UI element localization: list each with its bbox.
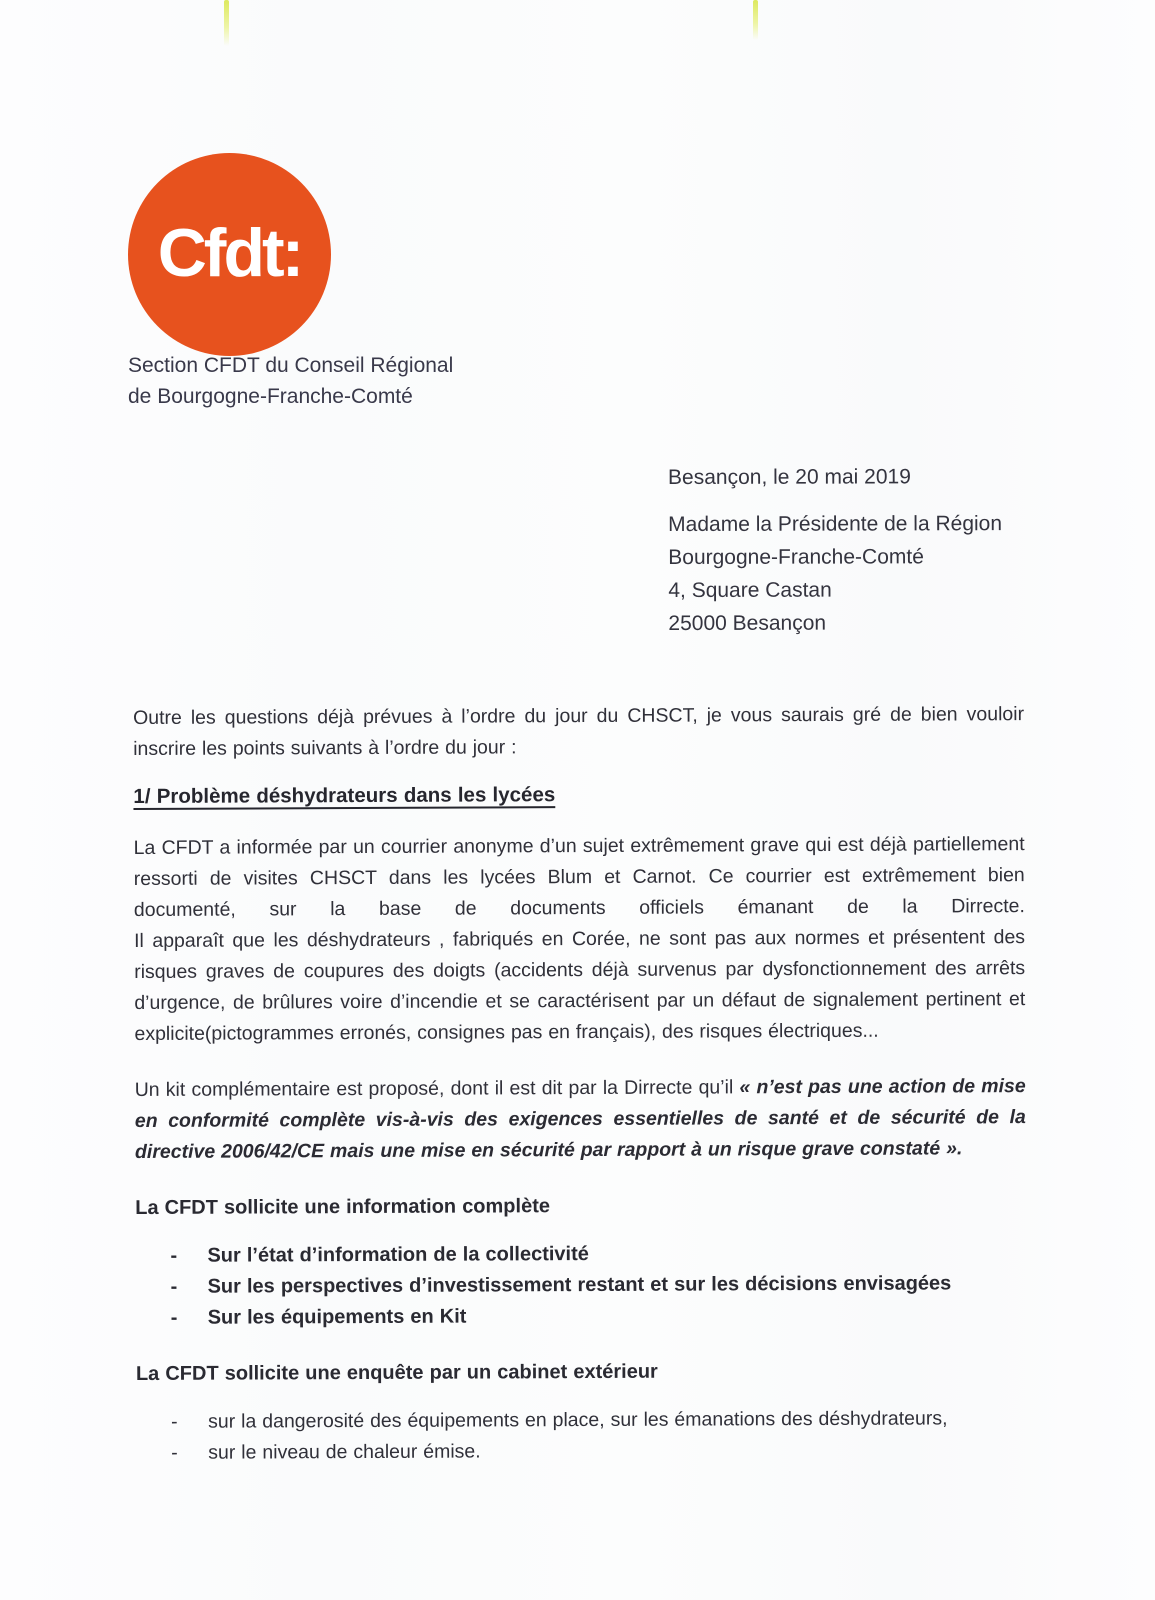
paragraph-2-lead: Un kit complémentaire est proposé, dont il est dit par la Dirrecte qu’il — [134, 1076, 740, 1101]
list-item-text: Sur les équipements en Kit — [207, 1305, 467, 1329]
paragraph-2-kit — [135, 1071, 1026, 1168]
org-line-2: de Bourgogne-Franche-Comté — [128, 385, 413, 408]
request-2-list — [136, 1403, 1027, 1469]
paragraph-1-segment-1: La CFDT a informée par un courrier anonyme d’un sujet extrêmement grave qui est déjà partiellement ressorti de visites CHSCT dans les lycées Blum et Carnot. Ce courrier est extrêmement bien documenté, sur la base de documents officiels émanant de la Dirrecte. — [133, 833, 1025, 921]
list-item — [136, 1403, 1027, 1438]
recipient-address — [668, 507, 1002, 640]
letter-date: Besançon, le 20 mai 2019 — [668, 465, 911, 489]
highlighter-mark-artifact — [224, 0, 229, 46]
list-item-text: sur la dangerosité des équipements en place, sur les émanations des déshydrateurs, — [208, 1407, 948, 1433]
cfdt-logo — [128, 153, 331, 356]
list-item-text: Sur les perspectives d’investissement restant et sur les décisions envisagées — [207, 1272, 952, 1298]
paragraph-1-segment-2: Il apparaît que les déshydrateurs , fabriqués en Corée, ne sont pas aux normes et présentent des risques graves de coupures des doigts (accidents déjà survenus par dysfonctionnement des arrêts d’urgence, de brûlures voire d’incendie et se caractérisent par un défaut de signalement pertinent et explicite(pictogrammes erronés, consignes pas en français), des risques électriques... — [133, 926, 1026, 1045]
dash-bullet: - — [170, 1306, 178, 1329]
list-item — [135, 1237, 1026, 1272]
address-block — [668, 465, 1002, 640]
dash-bullet: - — [171, 1410, 178, 1433]
list-item — [136, 1434, 1027, 1469]
dash-bullet: - — [170, 1244, 178, 1267]
list-item-text: Sur l’état d’information de la collectivité — [207, 1243, 589, 1267]
dash-bullet: - — [170, 1275, 178, 1298]
list-item — [135, 1268, 1026, 1303]
letter-body — [133, 699, 1027, 1469]
intro-paragraph: Outre les questions déjà prévues à l’ordre du jour du CHSCT, je vous saurais gré de bien vouloir inscrire les points suivants à l’ordre du jour : — [133, 703, 1025, 760]
dirrecte-quote: « n’est pas une action de mise en conformité complète vis-à-vis des exigences essentielles de santé et de sécurité de la directive 2006/42/CE mais une mise en sécurité par rapport à un risque grave constaté ». — [134, 1075, 1026, 1163]
list-item-text: sur le niveau de chaleur émise. — [208, 1440, 481, 1464]
recipient-line: 25000 Besançon — [668, 611, 827, 635]
dash-bullet: - — [171, 1441, 178, 1464]
request-1-title: La CFDT sollicite une information complète — [135, 1195, 551, 1219]
recipient-line: Bourgogne-Franche-Comté — [668, 545, 924, 569]
recipient-line: Madame la Présidente de la Région — [668, 512, 1003, 536]
section-1-heading: 1/ Problème déshydrateurs dans les lycées — [133, 783, 556, 808]
request-2-title: La CFDT sollicite une enquête par un cabinet extérieur — [135, 1360, 658, 1385]
list-item — [136, 1299, 1027, 1334]
request-1-list — [135, 1237, 1026, 1334]
recipient-line: 4, Square Castan — [668, 578, 832, 602]
organization-name — [128, 350, 453, 412]
cfdt-logo-text: Cfdt: — [157, 214, 302, 291]
org-line-1: Section CFDT du Conseil Régional — [128, 354, 454, 377]
highlighter-mark-artifact — [753, 0, 758, 40]
